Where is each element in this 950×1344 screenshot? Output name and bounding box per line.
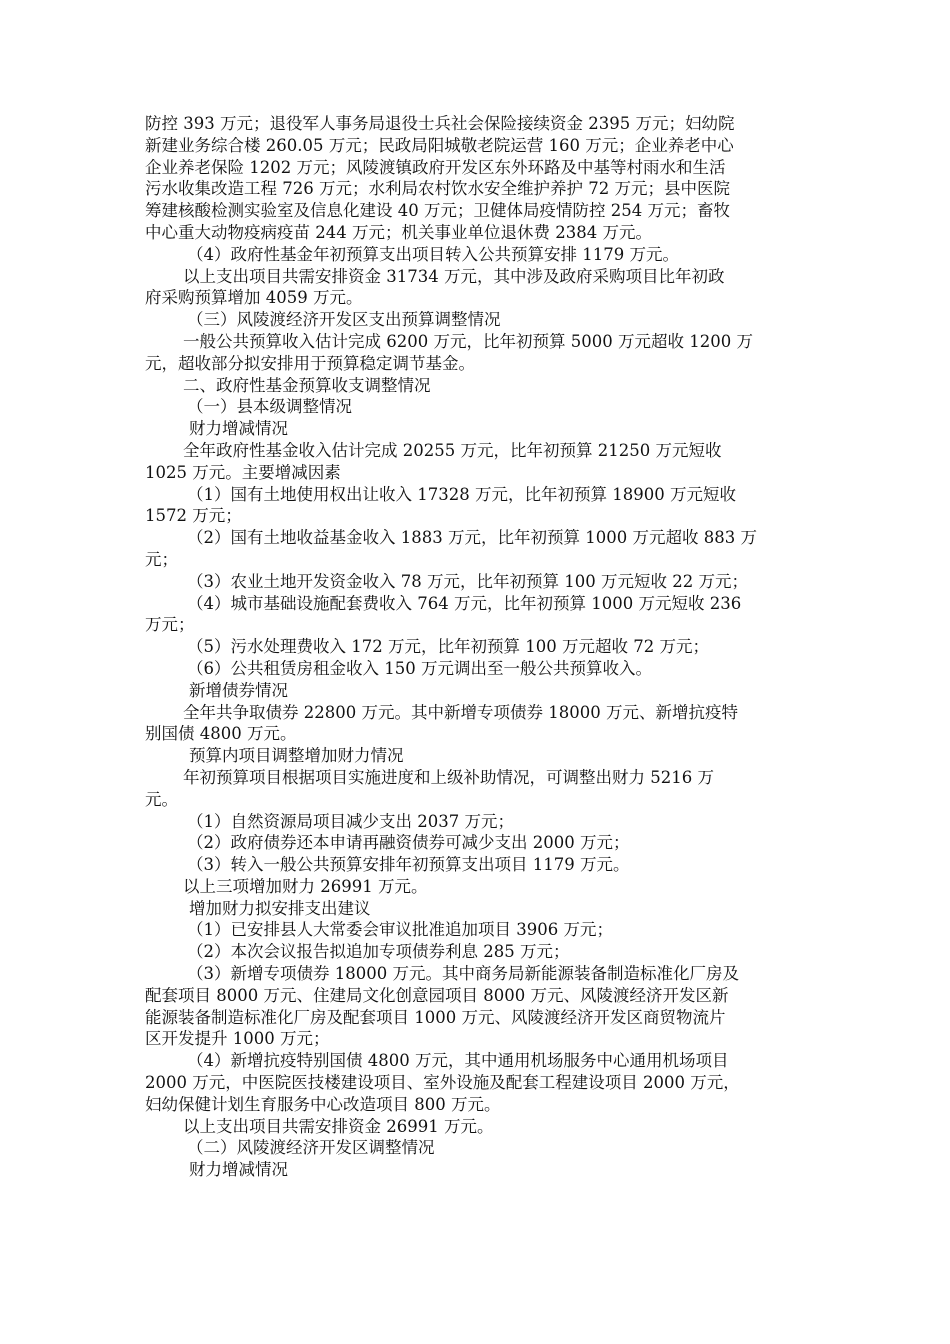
text-line: （3）农业土地开发资金收入 78 万元，比年初预算 100 万元短收 22 万元；: [187, 571, 748, 591]
text-line: 元，超收部分拟安排用于预算稳定调节基金。: [145, 353, 475, 373]
text-line: 防控 393 万元；退役军人事务局退役士兵社会保险接续资金 2395 万元；妇幼院: [145, 114, 735, 133]
text-line: 增加财力拟安排支出建议: [189, 898, 371, 918]
text-line: （1）自然资源局项目减少支出 2037 万元；: [187, 811, 514, 831]
text-line: 妇幼保健计划生育服务中心改造项目 800 万元。: [145, 1094, 501, 1114]
text-line: 污水收集改造工程 726 万元；水利局农村饮水安全维护养护 72 万元；县中医院: [145, 179, 730, 199]
text-line: 预算内项目调整增加财力情况: [189, 746, 404, 766]
text-line: 1572 万元；: [145, 506, 242, 526]
text-line: （1）国有土地使用权出让收入 17328 万元，比年初预算 18900 万元短收: [187, 484, 736, 504]
document-body: [145, 113, 805, 1181]
text-line: 全年政府性基金收入估计完成 20255 万元，比年初预算 21250 万元短收: [183, 440, 722, 460]
text-line: 年初预算项目根据项目实施进度和上级补助情况，可调整出财力 5216 万: [183, 767, 714, 787]
text-line: 能源装备制造标准化厂房及配套项目 1000 万元、风陵渡经济开发区商贸物流片: [145, 1007, 726, 1027]
text-line: （一）县本级调整情况: [187, 397, 352, 417]
text-line: （2）本次会议报告拟追加专项债券利息 285 万元；: [187, 942, 570, 962]
text-line: （2）国有土地收益基金收入 1883 万元，比年初预算 1000 万元超收 883 万: [187, 528, 757, 548]
text-line: 中心重大动物疫病疫苗 244 万元；机关事业单位退休费 2384 万元。: [145, 222, 652, 242]
text-line: 一般公共预算收入估计完成 6200 万元，比年初预算 5000 万元超收 1200 万: [183, 331, 753, 351]
text-line: （5）污水处理费收入 172 万元，比年初预算 100 万元超收 72 万元；: [187, 637, 709, 657]
text-line: 以上三项增加财力 26991 万元。: [183, 876, 428, 896]
text-line: 新增债券情况: [189, 680, 288, 700]
text-line: 新建业务综合楼 260.05 万元；民政局阳城敬老院运营 160 万元；企业养老中心: [145, 135, 734, 155]
text-line: 企业养老保险 1202 万元；风陵渡镇政府开发区东外环路及中基等村雨水和生活: [145, 157, 726, 177]
text-line: （二）风陵渡经济开发区调整情况: [187, 1138, 435, 1158]
text-line: 配套项目 8000 万元、住建局文化创意园项目 8000 万元、风陵渡经济开发区新: [145, 985, 729, 1005]
text-line: （2）政府债券还本申请再融资债券可减少支出 2000 万元；: [187, 833, 630, 853]
text-line: 全年共争取债券 22800 万元。其中新增专项债券 18000 万元、新增抗疫特: [183, 702, 738, 722]
text-line: 筹建核酸检测实验室及信息化建设 40 万元；卫健体局疫情防控 254 万元；畜牧: [145, 201, 730, 221]
text-line: 财力增减情况: [189, 1160, 288, 1180]
text-line: 万元；: [145, 615, 195, 635]
text-line: 财力增减情况: [189, 419, 288, 439]
text-line: 元；: [145, 549, 178, 569]
text-line: （1）已安排县人大常委会审议批准追加项目 3906 万元；: [187, 920, 613, 940]
text-line: 以上支出项目共需安排资金 26991 万元。: [183, 1116, 494, 1136]
text-line: （4）城市基础设施配套费收入 764 万元，比年初预算 1000 万元短收 236: [187, 593, 742, 613]
text-line: （3）转入一般公共预算安排年初预算支出项目 1179 万元。: [187, 855, 630, 875]
text-line: （4）新增抗疫特别国债 4800 万元，其中通用机场服务中心通用机场项目: [187, 1051, 729, 1071]
text-line: 2000 万元，中医院医技楼建设项目、室外设施及配套工程建设项目 2000 万元，: [145, 1073, 740, 1093]
text-line: 别国债 4800 万元。: [145, 724, 297, 744]
text-line: （6）公共租赁房租金收入 150 万元调出至一般公共预算收入。: [187, 658, 652, 678]
text-line: （4）政府性基金年初预算支出项目转入公共预算安排 1179 万元。: [187, 244, 679, 264]
text-line: 元。: [145, 789, 178, 809]
text-line: 二、政府性基金预算收支调整情况: [183, 375, 431, 395]
text-line: 区开发提升 1000 万元；: [145, 1029, 330, 1049]
text-line: 府采购预算增加 4059 万元。: [145, 288, 363, 308]
text-line: （3）新增专项债券 18000 万元。其中商务局新能源装备制造标准化厂房及: [187, 964, 739, 984]
text-line: （三）风陵渡经济开发区支出预算调整情况: [187, 310, 501, 330]
text-line: 1025 万元。主要增减因素: [145, 462, 341, 482]
text-line: 以上支出项目共需安排资金 31734 万元，其中涉及政府采购项目比年初政: [183, 266, 725, 286]
